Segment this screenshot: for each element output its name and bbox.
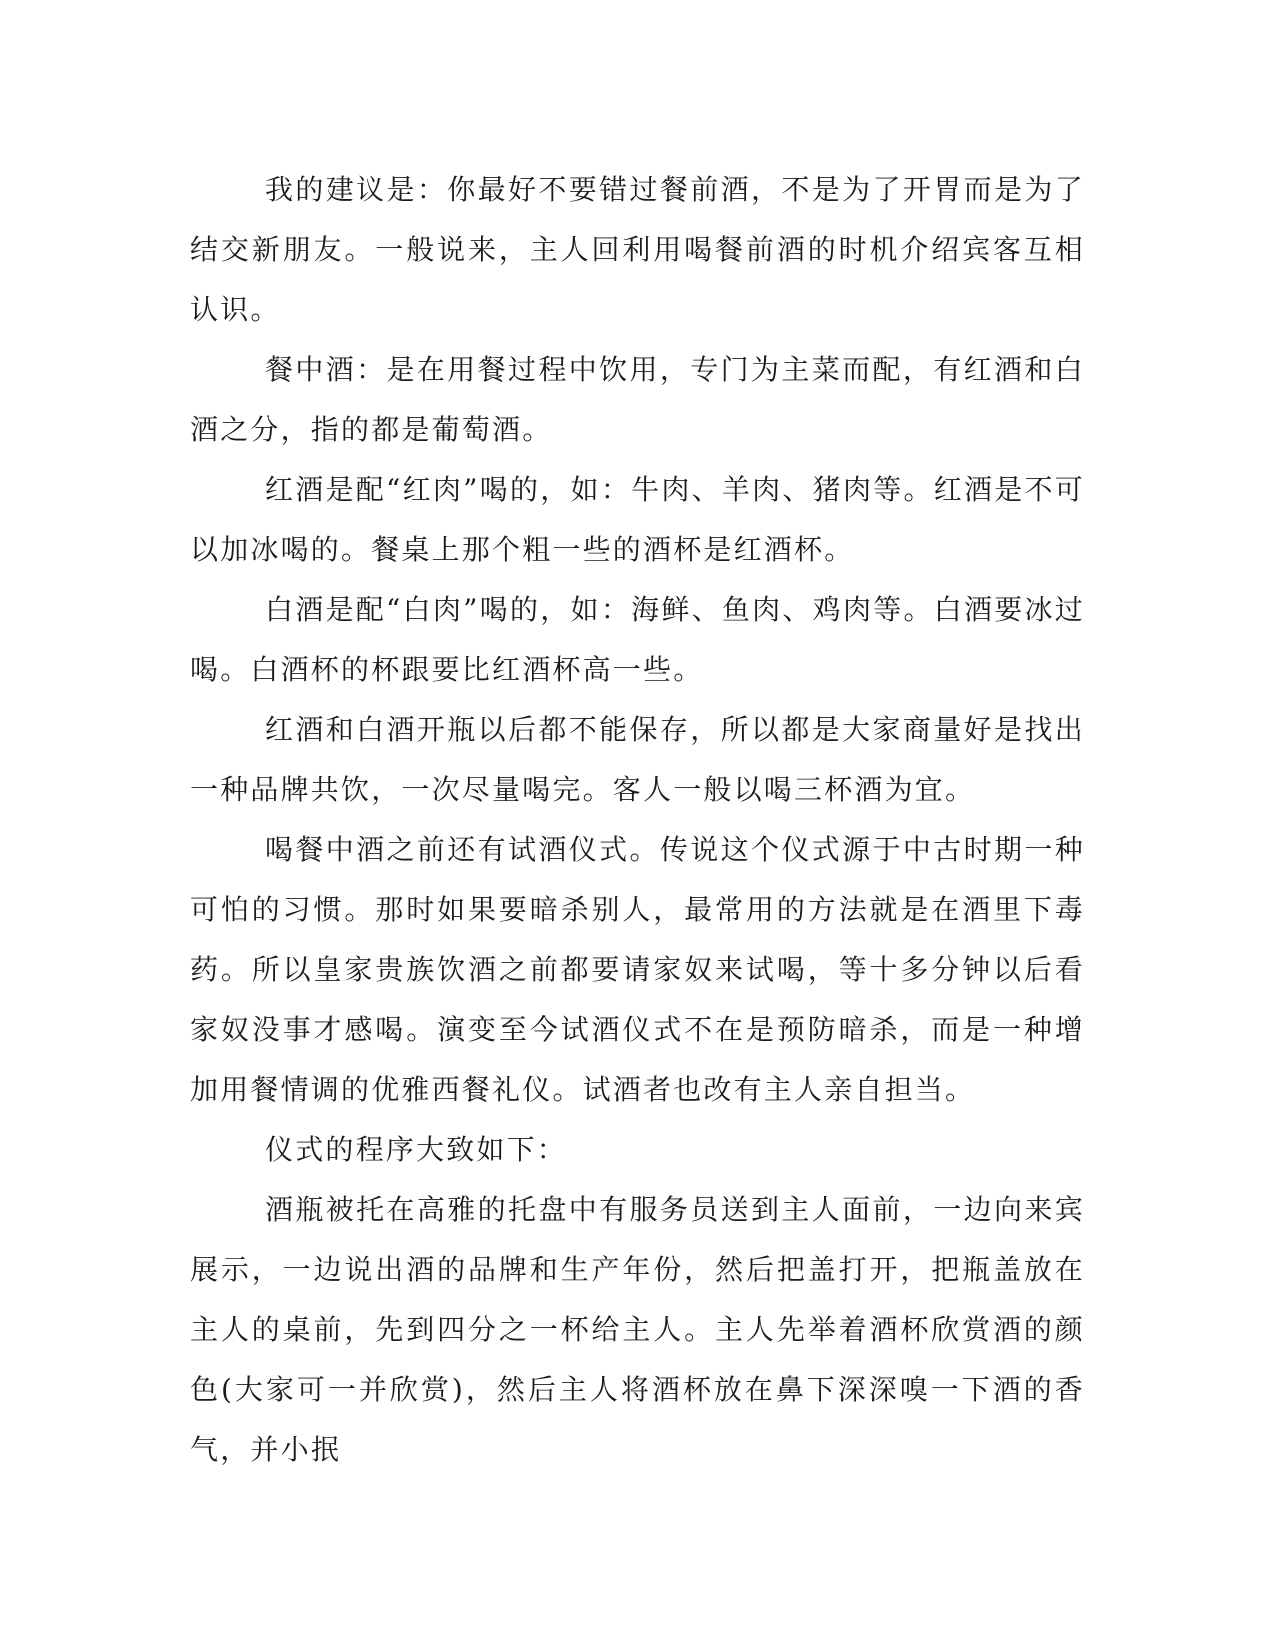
paragraph-opened-bottles: 红酒和白酒开瓶以后都不能保存，所以都是大家商量好是找出一种品牌共饮，一次尽量喝完。客人一般以喝三杯酒为宜。	[190, 713, 1085, 806]
paragraph-ritual-procedure-heading: 仪式的程序大致如下：	[265, 1133, 568, 1166]
document-body	[190, 160, 1085, 1480]
paragraph-aperitif-advice: 我的建议是：你最好不要错过餐前酒，不是为了开胃而是为了结交新朋友。一般说来，主人回利用喝餐前酒的时机介绍宾客互相认识。	[190, 173, 1085, 326]
paragraph-ritual-procedure: 酒瓶被托在高雅的托盘中有服务员送到主人面前，一边向来宾展示，一边说出酒的品牌和生产年份，然后把盖打开，把瓶盖放在主人的桌前，先到四分之一杯给主人。主人先举着酒杯欣赏酒的颜色(大家可一并欣赏)，然后主人将酒杯放在鼻下深深嗅一下酒的香气，并小抿	[190, 1193, 1085, 1466]
paragraph-red-wine: 红酒是配“红肉”喝的，如：牛肉、羊肉、猪肉等。红酒是不可以加冰喝的。餐桌上那个粗一些的酒杯是红酒杯。	[190, 473, 1085, 566]
paragraph-main-course-wine: 餐中酒：是在用餐过程中饮用，专门为主菜而配，有红酒和白酒之分，指的都是葡萄酒。	[190, 353, 1085, 446]
paragraph-tasting-ritual-origin: 喝餐中酒之前还有试酒仪式。传说这个仪式源于中古时期一种可怕的习惯。那时如果要暗杀别人，最常用的方法就是在酒里下毒药。所以皇家贵族饮酒之前都要请家奴来试喝，等十多分钟以后看家奴没事才感喝。演变至今试酒仪式不在是预防暗杀，而是一种增加用餐情调的优雅西餐礼仪。试酒者也改有主人亲自担当。	[190, 833, 1085, 1106]
paragraph-white-wine: 白酒是配“白肉”喝的，如：海鲜、鱼肉、鸡肉等。白酒要冰过喝。白酒杯的杯跟要比红酒杯高一些。	[190, 593, 1085, 686]
